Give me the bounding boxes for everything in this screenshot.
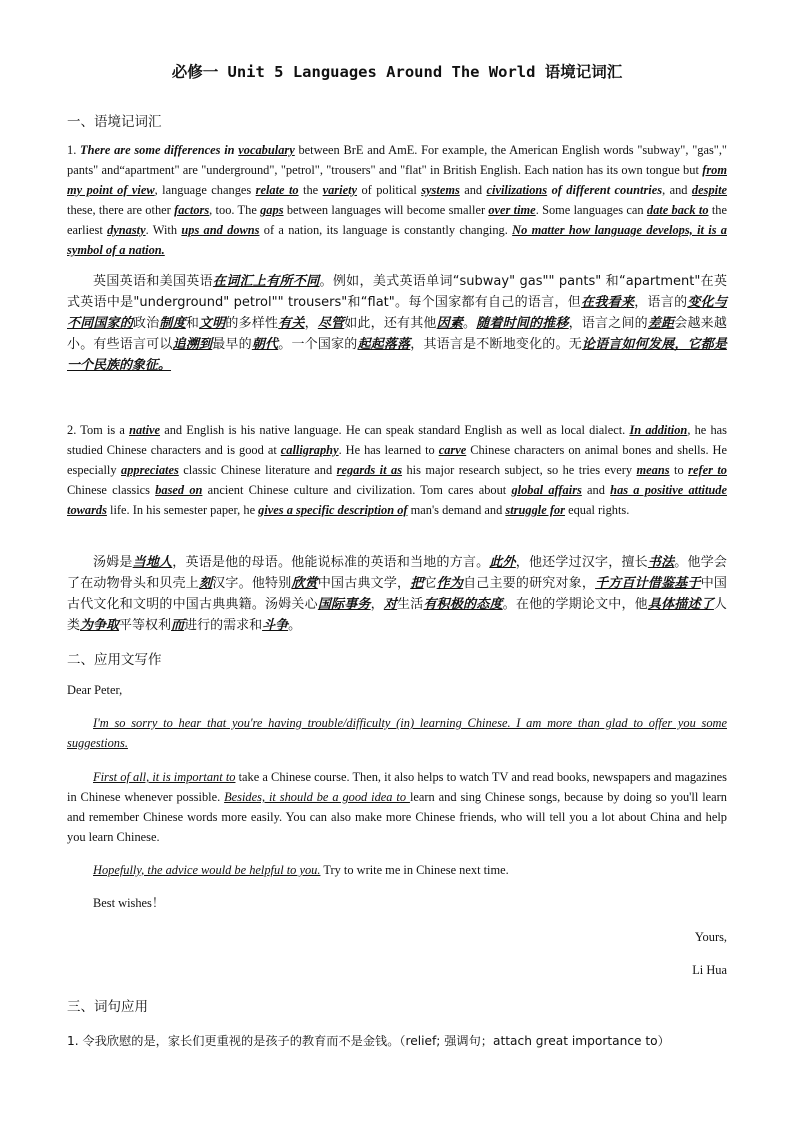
letter-paragraph-2 (67, 767, 727, 847)
highlighted-phrase: 欣赏 (291, 576, 318, 591)
passage-1-chinese (67, 271, 727, 376)
highlighted-phrase: over time (488, 203, 536, 217)
section-heading-application: 三、词句应用 (67, 999, 148, 1015)
text-run: Try to write me in Chinese next time. (320, 863, 509, 877)
highlighted-phrase: 随着时间的推移 (476, 316, 569, 331)
text-run: 。 (463, 316, 477, 331)
highlighted-phrase: means (636, 463, 670, 477)
text-run: Chinese classics (67, 483, 156, 497)
exercise-question-1: 1. 令我欣慰的是，家长们更重视的是孩子的教育而不是金钱。（relief; 强调句；attach great importance to） (67, 1034, 670, 1048)
text-run: of a nation, its language is constantly changing. (259, 223, 513, 237)
highlighted-phrase: carve (438, 443, 467, 457)
passage-2-chinese (67, 552, 727, 636)
text-run: ，语言的 (634, 295, 688, 310)
highlighted-phrase: struggle for (505, 503, 565, 517)
highlighted-phrase: In addition (629, 423, 688, 437)
text-run: 进行的需求和 (184, 618, 263, 633)
text-run: 英国英语和美国英语 (93, 274, 213, 289)
highlighted-phrase: global affairs (511, 483, 582, 497)
text-run: 的多样性 (225, 316, 279, 331)
highlighted-phrase: No matter how language develops, it is a symbol of a nation. (67, 223, 727, 257)
text-run: 。例如，美式英语单词“subway" gas"" pants" 和“apartment"在英式英语中是"underground" petrol"" trousers"和“flat"。每个国家都有自己的语言，但 (67, 274, 727, 310)
highlighted-phrase: date back to (646, 203, 709, 217)
text-run: . With (145, 223, 182, 237)
text-run: and (581, 483, 611, 497)
highlighted-phrase: 论语言如何发展，它都是一个民族的象征。 (67, 337, 727, 373)
text-run: ，语言之间的 (568, 316, 648, 331)
text-run: 它 (423, 576, 437, 591)
text-run: ， (370, 597, 384, 612)
highlighted-phrase: 而 (171, 618, 185, 633)
letter-closing: Best wishes！ (93, 896, 165, 910)
highlighted-phrase: 国际事务 (317, 597, 371, 612)
text-run: of political (357, 183, 422, 197)
letter-paragraph-1 (67, 713, 727, 753)
text-run: between languages will become smaller (283, 203, 489, 217)
text-run: 汤姆是 (93, 555, 133, 570)
passage-2-english (67, 420, 727, 520)
text-run: learn and sing Chinese songs, because by doing so you'll learn and remember Chinese words more easily. You can also make more Chinese friends, who will tell you a lot about China and help you learn Chinese. (67, 790, 727, 844)
highlighted-phrase: 变化与不同国家的 (67, 295, 727, 331)
highlighted-phrase: 刻 (199, 576, 213, 591)
text-run: life. In his semester paper, he (106, 503, 259, 517)
highlighted-phrase: 在词汇上有所不同 (212, 274, 320, 289)
text-run: ，其语言是不断地变化的。无 (410, 337, 582, 352)
highlighted-phrase: factors (174, 203, 210, 217)
text-run: 人类 (67, 597, 727, 633)
highlighted-phrase: despite (691, 183, 728, 197)
highlighted-phrase: 书法 (647, 555, 675, 570)
text-run: 最早的 (212, 337, 252, 352)
text-run: to (669, 463, 689, 477)
text-run: 。一个国家的 (278, 337, 358, 352)
highlighted-phrase: systems (421, 183, 460, 197)
highlighted-phrase: 具体描述了 (647, 597, 714, 612)
highlighted-phrase: from my point of view (67, 163, 727, 197)
letter-signature: Li Hua (692, 963, 727, 977)
highlighted-phrase: 为争取 (80, 618, 120, 633)
highlighted-phrase: 千方百计借鉴基于 (595, 576, 701, 591)
text-run: 如此，还有其他 (344, 316, 437, 331)
document-title: 必修一 Unit 5 Languages Around The World 语境记词汇 (171, 63, 623, 81)
highlighted-phrase: gaps (260, 203, 284, 217)
highlighted-phrase: 有积极的态度 (423, 597, 503, 612)
text-run: , too. The (209, 203, 261, 217)
highlighted-phrase: Besides, it should be a good idea to (224, 790, 410, 804)
text-run: 汉字。他特别 (212, 576, 292, 591)
text-run: 。 (288, 618, 302, 633)
highlighted-phrase: regards it as (336, 463, 403, 477)
text-run: 2. Tom is a (67, 423, 130, 437)
letter-yours: Yours, (694, 930, 727, 944)
text-run: Chinese characters on animal bones and shells. He especially (67, 443, 727, 477)
highlighted-phrase: has a positive attitude towards (67, 483, 728, 517)
highlighted-phrase: 当地人 (132, 555, 173, 570)
section-heading-vocabulary: 一、语境记词汇 (67, 114, 162, 130)
text-run: 中国古典文学， (317, 576, 411, 591)
highlighted-phrase: 作为 (436, 576, 464, 591)
highlighted-phrase: civilizations (486, 183, 548, 197)
text-run: 。在他的学期论文中，他 (502, 597, 648, 612)
text-run: 生活 (397, 597, 424, 612)
highlighted-phrase: 在我看来 (581, 295, 635, 310)
text-run: his major research subject, so he tries every (402, 463, 637, 477)
highlighted-phrase: 制度 (159, 316, 186, 331)
highlighted-phrase: 文明 (199, 316, 226, 331)
section-heading-writing: 二、应用文写作 (67, 652, 162, 668)
text-run: 自己主要的研究对象， (463, 576, 596, 591)
text-run: and English is his native language. He can speak standard English as well as local dialect. (160, 423, 630, 437)
text-run: and (459, 183, 487, 197)
text-run: . Some languages can (535, 203, 647, 217)
text-run: 平等权利 (119, 618, 172, 633)
highlighted-phrase: vocabulary (238, 143, 295, 157)
highlighted-phrase: based on (155, 483, 203, 497)
text-run: equal rights. (564, 503, 630, 517)
text-run: ancient Chinese culture and civilization. Tom cares about (202, 483, 512, 497)
highlighted-phrase: 因素 (436, 316, 464, 331)
highlighted-phrase: 尽管 (317, 316, 345, 331)
highlighted-phrase: calligraphy (280, 443, 339, 457)
text-run: these, there are other (67, 203, 175, 217)
highlighted-phrase: ups and downs (181, 223, 260, 237)
highlighted-phrase: Hopefully, the advice would be helpful to you. (93, 863, 321, 877)
highlighted-phrase: There are some differences in (80, 143, 235, 157)
text-run: ，他还学过汉字，擅长 (515, 555, 648, 570)
highlighted-phrase: variety (322, 183, 358, 197)
highlighted-phrase: appreciates (121, 463, 179, 477)
highlighted-phrase: 对 (383, 597, 398, 612)
passage-1-english (67, 140, 727, 260)
text-run: take a Chinese course. Then, it also helps to watch TV and read books, newspapers and magazines in Chinese whenever possible. (67, 770, 727, 804)
text-run: ，英语是他的母语。他能说标准的英语和当地的方言。 (172, 555, 490, 570)
letter-salutation: Dear Peter, (67, 683, 123, 697)
text-run: man's demand and (407, 503, 506, 517)
highlighted-phrase: gives a specific description of (258, 503, 408, 517)
text-run: ， (304, 316, 318, 331)
highlighted-phrase: refer to (688, 463, 728, 477)
text-run: the (298, 183, 323, 197)
text-run: 会越来越小。有些语言可以 (67, 316, 727, 352)
text-run: 1. (67, 143, 81, 157)
highlighted-phrase: 起起落落 (357, 337, 411, 352)
text-run: 和 (185, 316, 200, 331)
highlighted-phrase: 把 (410, 576, 424, 591)
text-run: , language changes (154, 183, 256, 197)
text-run: , and (662, 183, 692, 197)
highlighted-phrase: 追溯到 (172, 337, 213, 352)
letter-paragraph-3 (67, 860, 727, 880)
highlighted-phrase: I'm so sorry to hear that you're having trouble/difficulty (in) learning Chinese. I am more than glad to offer you some suggestions. (67, 716, 727, 750)
highlighted-phrase: 差距 (647, 316, 675, 331)
text-run: 中国古代文化和文明的中国古典典籍。汤姆关心 (67, 576, 727, 612)
text-run: between BrE and AmE. For example, the American English words "subway", "gas"," pants" and“apartment" are "underground", "petrol", "trousers" and "flat" in British English. Each nation has its own tongue but (67, 143, 727, 177)
highlighted-phrase: 此外 (489, 555, 516, 570)
text-run: , he has studied Chinese characters and is good at (67, 423, 727, 457)
highlighted-phrase: 朝代 (251, 337, 279, 352)
text-run: classic Chinese literature and (178, 463, 337, 477)
text-run: . He has learned to (338, 443, 439, 457)
highlighted-phrase: First of all, it is important to (93, 770, 236, 784)
highlighted-phrase: dynasty (107, 223, 146, 237)
highlighted-phrase: of different countries (551, 183, 663, 197)
highlighted-phrase: 斗争 (262, 618, 289, 633)
highlighted-phrase: native (129, 423, 161, 437)
text-run: the earliest (67, 203, 727, 237)
highlighted-phrase: 有关 (278, 316, 305, 331)
text-run: 政治 (133, 316, 160, 331)
text-run: 。他学会了在动物骨头和贝壳上 (67, 555, 727, 591)
highlighted-phrase: relate to (255, 183, 299, 197)
